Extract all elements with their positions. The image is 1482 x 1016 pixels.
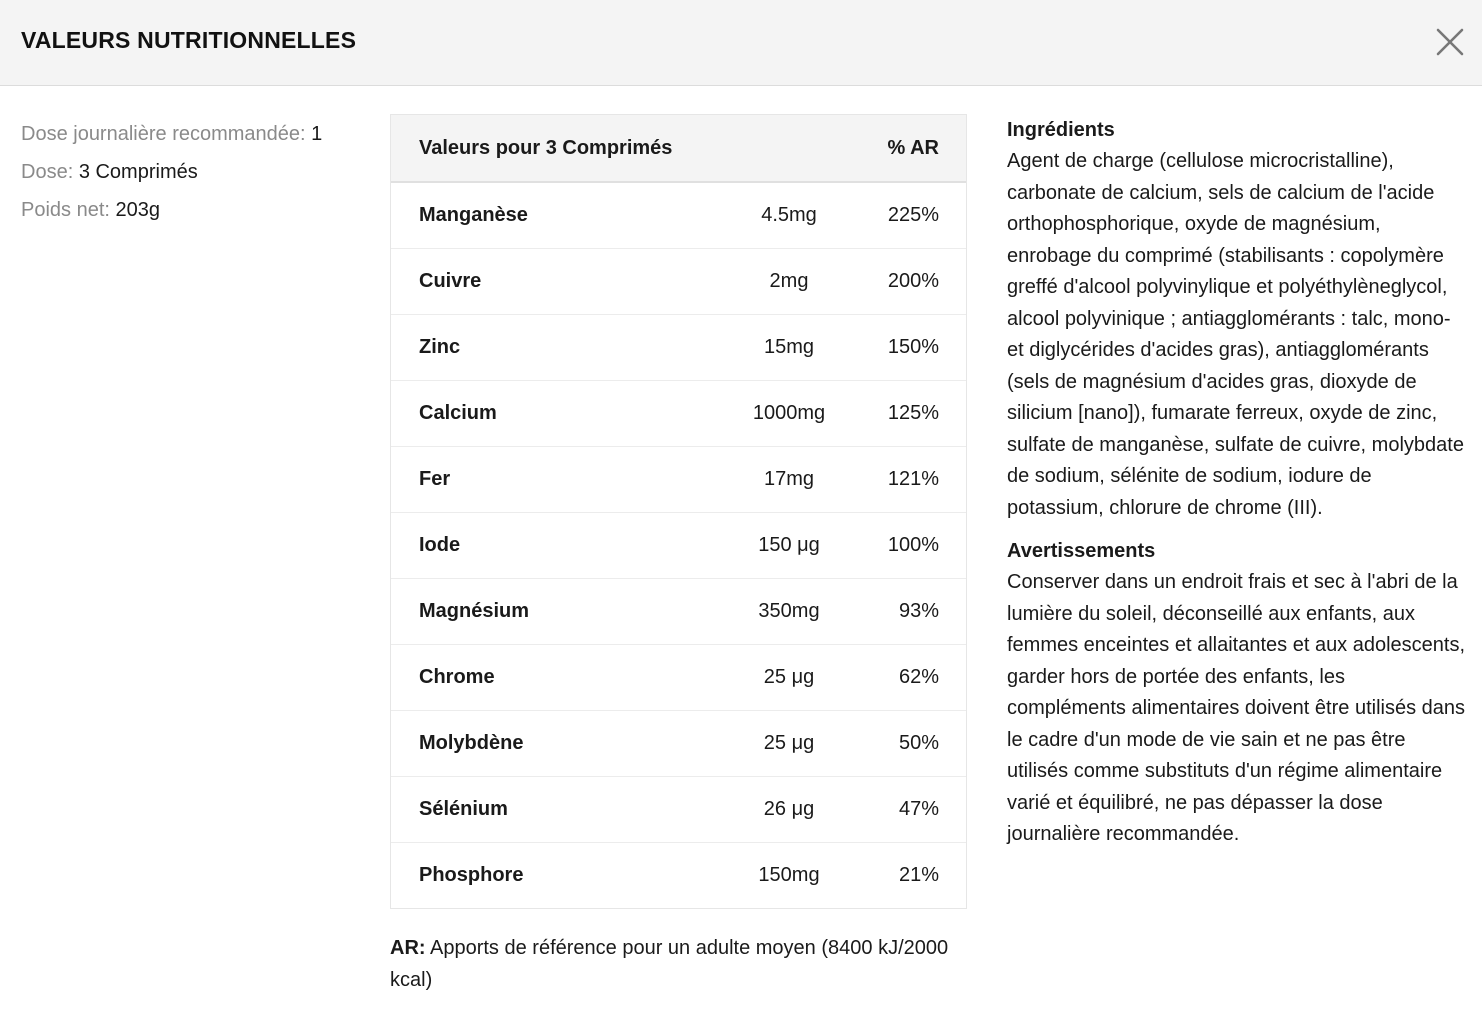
- table-row: [391, 381, 966, 447]
- nutrient-ar: 50%: [859, 711, 966, 777]
- modal-header: [0, 0, 1482, 86]
- nutrient-ar: 200%: [859, 249, 966, 315]
- ar-footnote: [390, 932, 950, 996]
- nutrient-ar: 62%: [859, 645, 966, 711]
- nutrient-ar: 21%: [898, 864, 939, 886]
- close-button[interactable]: [1432, 24, 1468, 60]
- nutrient-amount: 25 μg: [719, 645, 859, 711]
- table-header-row: [391, 115, 966, 182]
- weight-label: Poids net:: [21, 199, 110, 221]
- table-row: [391, 843, 966, 909]
- nutrient-name: Iode: [391, 513, 719, 579]
- table-row: [391, 249, 966, 315]
- nutrient-amount: 4.5mg: [719, 182, 859, 249]
- table-row: [391, 579, 966, 645]
- header-ar: % AR: [859, 115, 966, 182]
- nutrient-amount: 15mg: [719, 315, 859, 381]
- dose-row: [21, 153, 371, 191]
- nutrient-name: Phosphore: [419, 864, 524, 886]
- nutrient-ar: 150%: [859, 315, 966, 381]
- nutrient-name: Calcium: [391, 381, 719, 447]
- dose-label: Dose:: [21, 161, 74, 183]
- nutrient-ar: 100%: [859, 513, 966, 579]
- weight-value: 203g: [115, 199, 161, 221]
- close-icon: [1432, 24, 1468, 60]
- warnings-title: Avertissements: [1007, 540, 1156, 562]
- modal-title: VALEURS NUTRITIONNELLES: [21, 27, 357, 53]
- nutrient-amount: 350mg: [719, 579, 859, 645]
- nutrient-name: Zinc: [391, 315, 719, 381]
- nutrient-ar: 47%: [859, 777, 966, 843]
- product-details: [1007, 115, 1469, 863]
- nutrition-table: [391, 115, 966, 908]
- table-row: [391, 777, 966, 843]
- nutrient-amount: 25 μg: [719, 711, 859, 777]
- table-row: [391, 182, 966, 249]
- footnote-text: Apports de référence pour un adulte moyen (8400 kJ/2000 kcal): [390, 937, 949, 991]
- nutrient-ar: 93%: [859, 579, 966, 645]
- nutrient-amount: 150mg: [758, 864, 820, 886]
- nutrient-name: Chrome: [391, 645, 719, 711]
- weight-row: [21, 191, 371, 229]
- nutrient-amount: 17mg: [719, 447, 859, 513]
- dose-info: [21, 115, 371, 229]
- nutrient-amount: 150 μg: [719, 513, 859, 579]
- daily-dose-value: 1: [311, 123, 323, 145]
- table-row: [391, 447, 966, 513]
- nutrition-table-container: [390, 114, 967, 909]
- nutrient-name: Fer: [391, 447, 719, 513]
- table-row: [391, 513, 966, 579]
- nutrient-ar: 225%: [859, 182, 966, 249]
- ingredients-title: Ingrédients: [1007, 119, 1115, 141]
- footnote-label: AR:: [390, 937, 426, 959]
- nutrient-name: Cuivre: [391, 249, 719, 315]
- table-row: [391, 315, 966, 381]
- daily-dose-label: Dose journalière recommandée:: [21, 123, 306, 145]
- nutrient-ar: 121%: [859, 447, 966, 513]
- nutrient-amount: 26 μg: [719, 777, 859, 843]
- nutrient-name: Molybdène: [391, 711, 719, 777]
- nutrient-amount: 1000mg: [719, 381, 859, 447]
- dose-value: 3 Comprimés: [78, 161, 198, 183]
- nutrient-amount: 2mg: [719, 249, 859, 315]
- nutrient-name: Magnésium: [391, 579, 719, 645]
- table-row: [391, 645, 966, 711]
- nutrient-ar: 125%: [859, 381, 966, 447]
- table-row: [391, 711, 966, 777]
- warnings-text: Conserver dans un endroit frais et sec à l'abri de la lumière du soleil, déconseillé aux enfants, aux femmes enceintes et allaitantes et aux adolescents, garder hors de portée des enfants, les compléments alimentaires doivent être utilisés dans le cadre d'un mode de vie sain et ne pas être utilisés comme substituts d'un régime alimentaire varié et équilibré, ne pas dépasser la dose journalière recommandée.: [1007, 571, 1466, 845]
- nutrient-name: Sélénium: [391, 777, 719, 843]
- daily-dose-row: [21, 115, 371, 153]
- nutrient-name: Manganèse: [391, 182, 719, 249]
- ingredients-text: Agent de charge (cellulose microcristalline), carbonate de calcium, sels de calcium de l'acide orthophosphorique, oxyde de magnésium, enrobage du comprimé (stabilisants : copolymère greffé d'alcool polyvinylique et polyéthylèneglycol, alcool polyvinique ; antiagglomérants : talc, mono- et diglycérides d'acides gras), antiagglomérants (sels de magnésium d'acides gras, dioxyde de silicium [nano]), fumarate ferreux, oxyde de zinc, sulfate de manganèse, sulfate de cuivre, molybdate de sodium, sélénite de sodium, iodure de potassium, chlorure de chrome (III).: [1007, 150, 1464, 519]
- header-values: Valeurs pour 3 Comprimés: [391, 115, 859, 182]
